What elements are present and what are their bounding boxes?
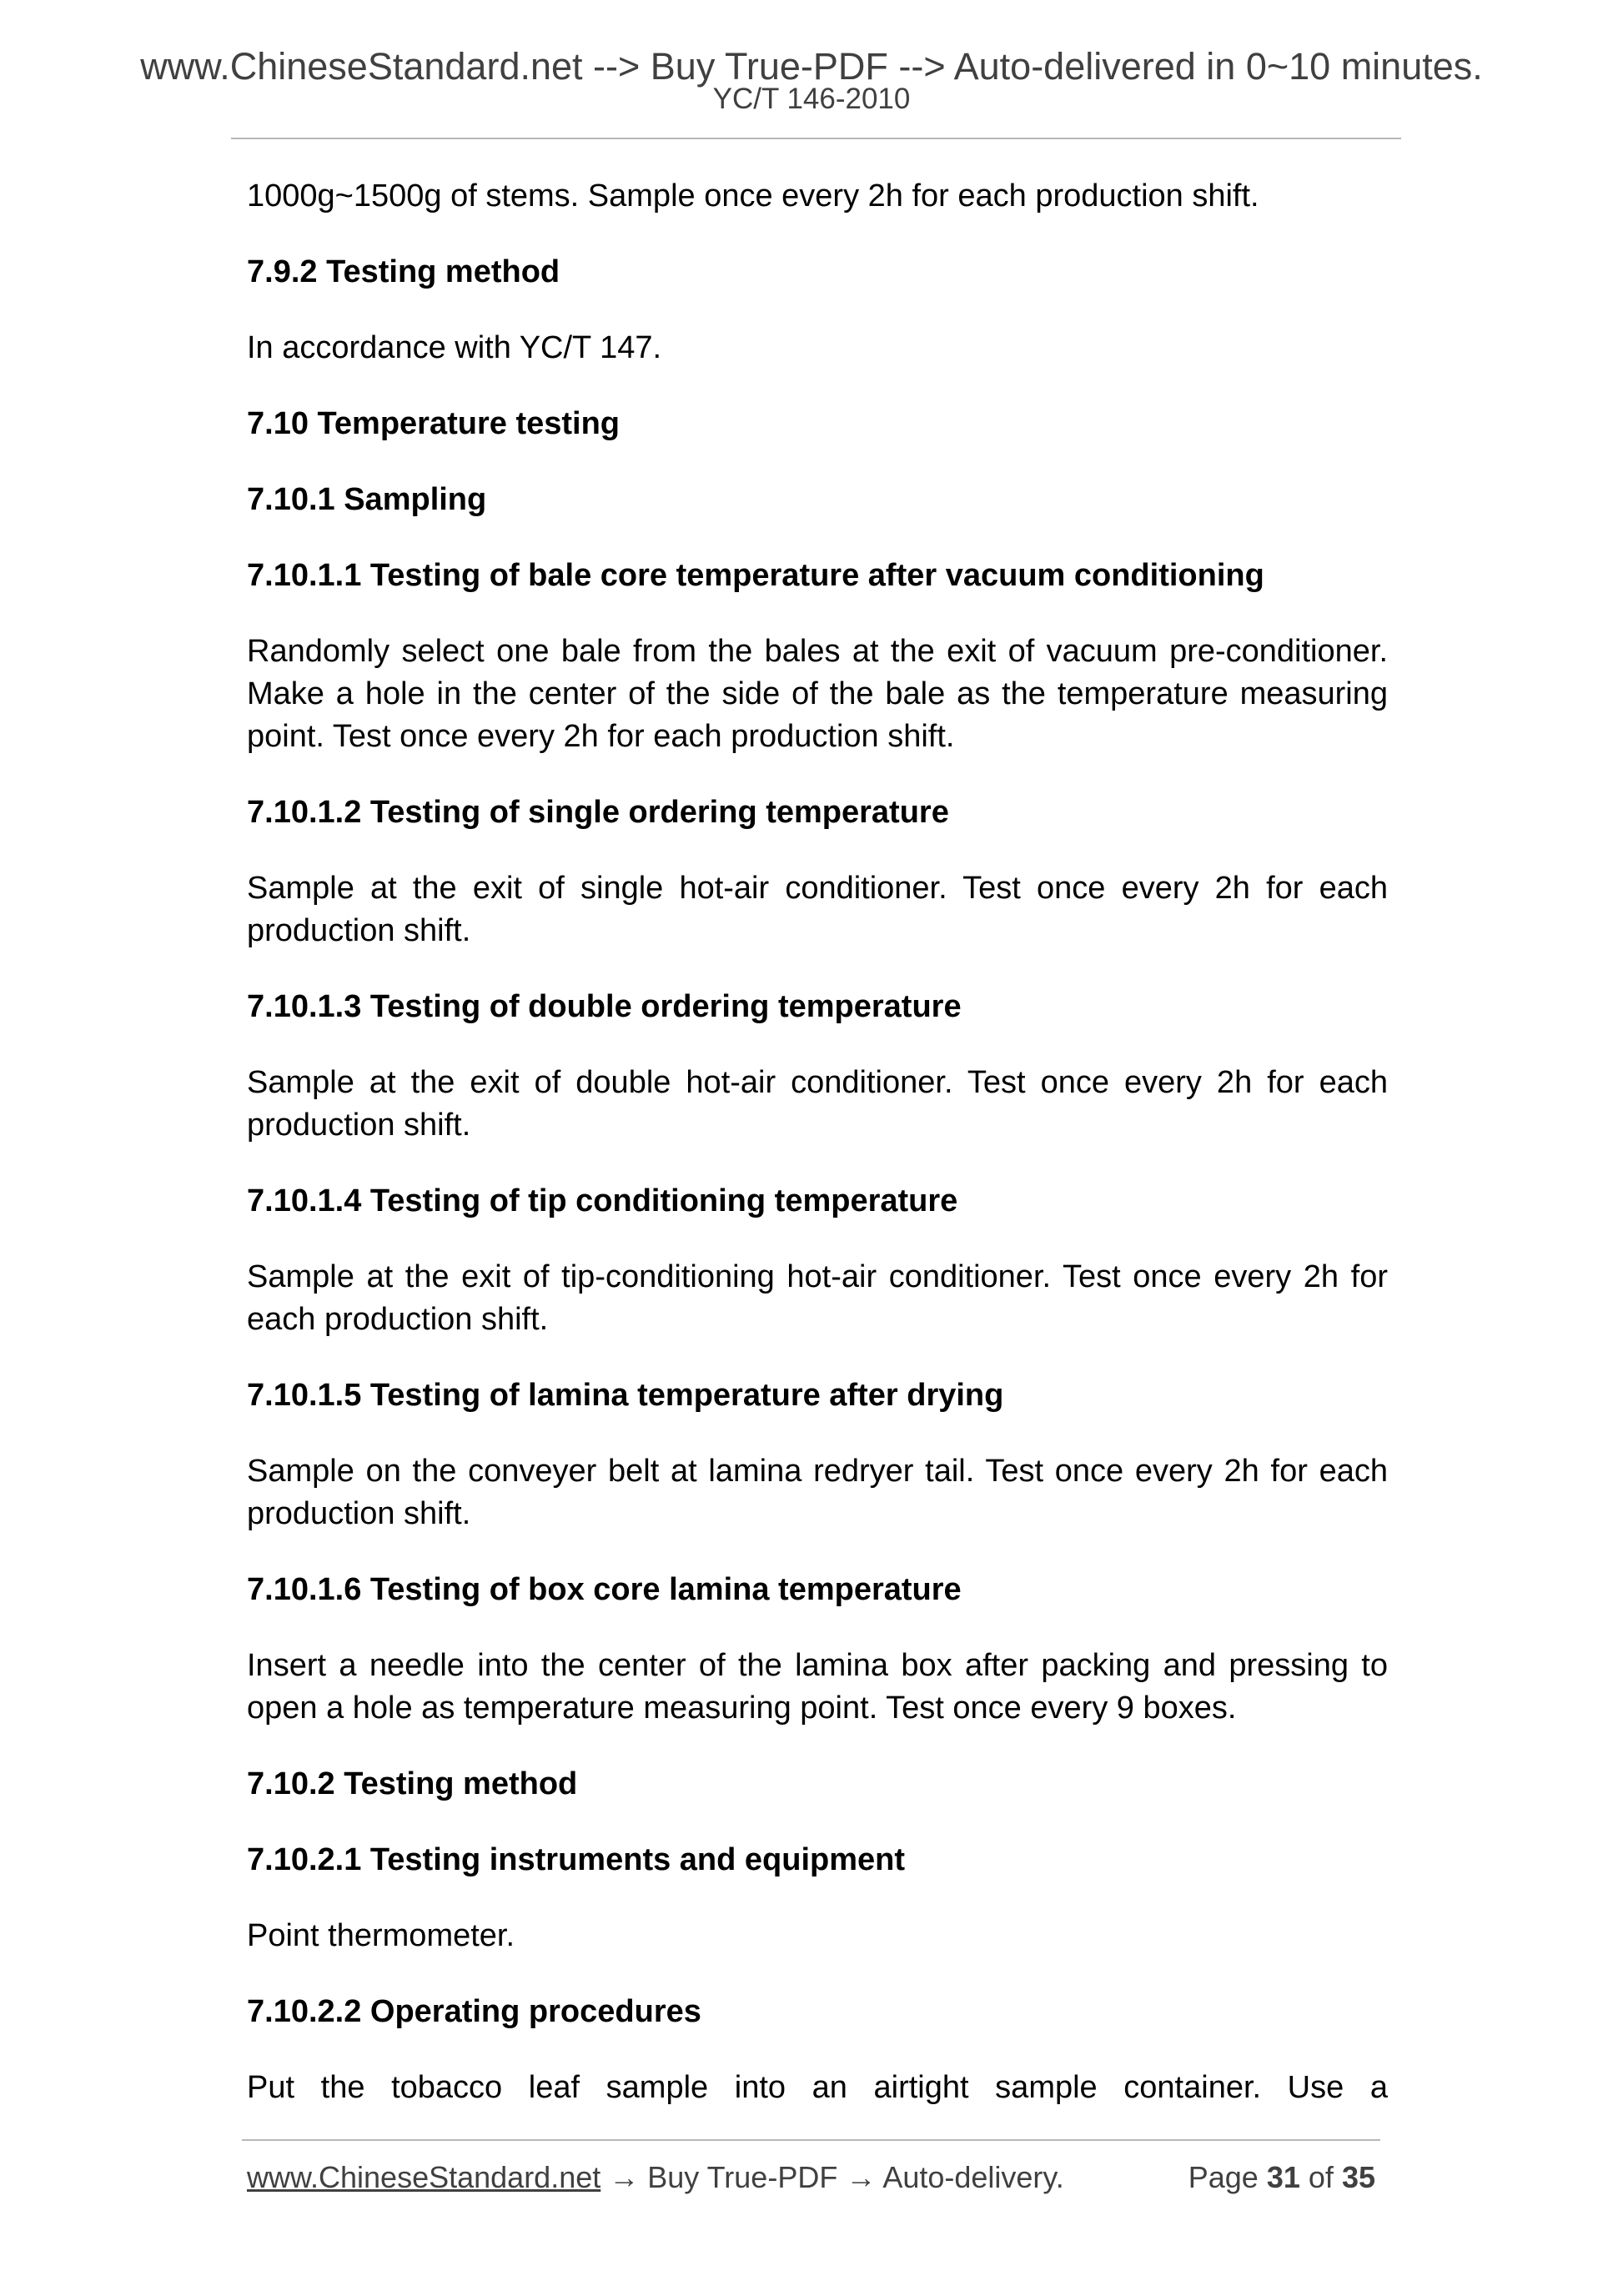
body-paragraph: In accordance with YC/T 147.	[247, 330, 662, 365]
body-paragraph: 1000g~1500g of stems. Sample once every 2h for each production shift.	[247, 178, 1259, 214]
footer-divider	[242, 2139, 1380, 2141]
page-total: 35	[1341, 2160, 1375, 2194]
top-banner: www.ChineseStandard.net --> Buy True-PDF --> Auto-delivered in 0~10 minutes.	[140, 45, 1483, 88]
footer-left	[247, 2158, 1064, 2197]
document-code: YC/T 146-2010	[712, 83, 911, 115]
body-paragraph: Sample at the exit of tip-conditioning hot-air conditioner. Test once every 2h for each production shift.	[247, 1259, 1388, 1337]
body-paragraph: Point thermometer.	[247, 1918, 515, 1953]
body-paragraph: Randomly select one bale from the bales at the exit of vacuum pre-conditioner. Make a hole in the center of the side of the bale as the temperature measuring point. Test once every 2h for each production shift.	[247, 634, 1388, 754]
page-label: Page	[1188, 2160, 1259, 2194]
section-heading: 7.10 Temperature testing	[247, 406, 621, 441]
section-heading: 7.10.1.4 Testing of tip conditioning temperature	[247, 1183, 958, 1218]
body-paragraph: Insert a needle into the center of the lamina box after packing and pressing to open a hole as temperature measuring point. Test once every 9 boxes.	[247, 1648, 1388, 1726]
body-paragraph: Sample at the exit of double hot-air conditioner. Test once every 2h for each production shift.	[247, 1065, 1388, 1143]
footer-tagline: → Buy True-PDF → Auto-delivery.	[600, 2160, 1064, 2194]
header-divider	[231, 138, 1401, 139]
section-heading: 7.10.2.2 Operating procedures	[247, 1994, 701, 2029]
body-paragraph: Sample on the conveyer belt at lamina redryer tail. Test once every 2h for each production shift.	[247, 1454, 1388, 1531]
body-paragraph: Sample at the exit of single hot-air conditioner. Test once every 2h for each production shift.	[247, 871, 1388, 948]
page-indicator	[1188, 2158, 1375, 2197]
section-heading: 7.10.1.2 Testing of single ordering temperature	[247, 795, 949, 830]
section-heading: 7.10.1.6 Testing of box core lamina temperature	[247, 1572, 962, 1607]
body-paragraph: Put the tobacco leaf sample into an airtight sample container. Use a	[247, 2070, 1388, 2105]
section-heading: 7.10.1.1 Testing of bale core temperature after vacuum conditioning	[247, 558, 1264, 593]
section-heading: 7.9.2 Testing method	[247, 254, 560, 289]
footer-site-link[interactable]: www.ChineseStandard.net	[247, 2160, 601, 2194]
section-heading: 7.10.1.3 Testing of double ordering temperature	[247, 989, 962, 1024]
section-heading: 7.10.1.5 Testing of lamina temperature after drying	[247, 1378, 1004, 1413]
page-current: 31	[1266, 2160, 1300, 2194]
section-heading: 7.10.2 Testing method	[247, 1766, 578, 1801]
page-of-label: of	[1308, 2160, 1334, 2194]
document-body	[247, 175, 1388, 2143]
section-heading: 7.10.2.1 Testing instruments and equipment	[247, 1842, 906, 1877]
section-heading: 7.10.1 Sampling	[247, 482, 487, 517]
